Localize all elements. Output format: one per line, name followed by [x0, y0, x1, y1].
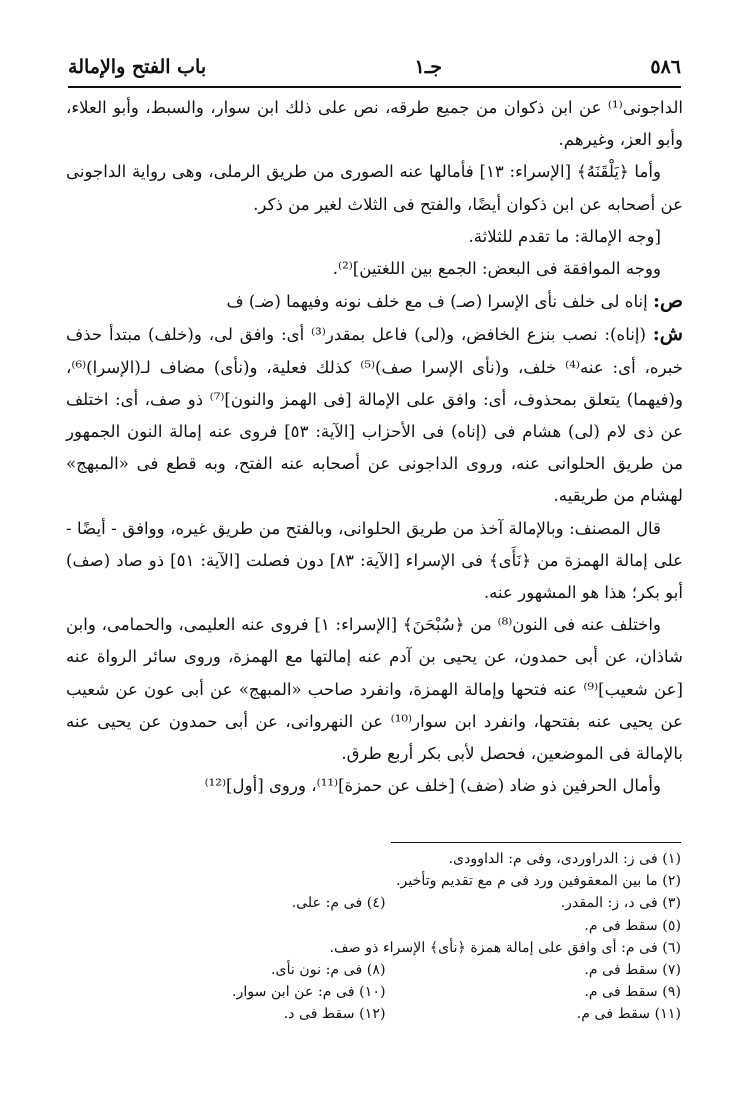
main-text [66, 92, 683, 802]
footnote [90, 892, 386, 914]
footnote [90, 959, 386, 981]
footnote-row [90, 892, 681, 914]
footnote [90, 981, 386, 1003]
footnote-text: فى م: نون نأى. [270, 962, 363, 979]
footnote [90, 1003, 386, 1025]
footnote [386, 1003, 682, 1025]
footnote-number: (٨) [366, 962, 386, 979]
paragraph: [وجه الإمالة: ما تقدم للثلاثة. [468, 226, 661, 246]
verse-label: ص: [653, 290, 683, 313]
footnote [386, 981, 682, 1003]
footnote [386, 959, 682, 981]
footnote-row [90, 915, 681, 937]
paragraph: الداجونى⁽¹⁾ عن ابن ذكوان من جميع طرقه، نص على ذلك ابن سوار، والسبط، وأبو العلاء، وأبو العز، وغيرهم. [66, 98, 683, 150]
paragraph: قال المصنف: وبالإمالة آخذ من طريق الحلوانى، وبالفتح من طريق غيره، ووافق - أيضًا - على إمالة الهمزة من ﴿نَأَى﴾ فى الإسراء [الآية: ٨٣] دون فصلت [الآية: ٥١] ذو صاد (صف) أبو بكر؛ هذا هو المشهور عنه. [66, 518, 684, 603]
footnote-text: فى ز: الدراوردى، وفى م: الداوودى. [448, 851, 658, 867]
footnote [90, 848, 681, 870]
commentary-paragraph [66, 318, 683, 512]
chapter-title: باب الفتح والإمالة [68, 56, 207, 78]
footnote-text: سقط فى م. [584, 962, 658, 979]
footnote-text: فى م: على. [291, 895, 363, 912]
footnote-number: (٤) [366, 895, 386, 912]
footnote-number: (٥) [662, 917, 681, 934]
volume-label: جـ١ [414, 56, 443, 78]
footnote-text: سقط فى د. [283, 1006, 355, 1023]
footnote [90, 915, 681, 937]
footnote-text: فى م: أى وافق على إمالة همزة ﴿نأى﴾ الإسراء ذو صف. [329, 939, 658, 956]
footnote-row [90, 1003, 681, 1025]
footnote-text: سقط فى م. [584, 917, 658, 934]
footnote-text: ما بين المعقوفين ورد فى م مع تقديم وتأخير. [396, 873, 658, 890]
footnote-number: (١٠) [359, 984, 386, 1001]
verse-text: إناه لى خلف نأى الإسرا (صـ) ف مع خلف نونه وفيهما (ضـ) ف [226, 292, 654, 312]
footnote-text: سقط فى م. [576, 1006, 651, 1023]
header-rule [68, 86, 681, 88]
verse-paragraph [66, 285, 683, 318]
running-header [68, 52, 681, 82]
paragraph: وأما ﴿يَلْقَنَهُ﴾ [الإسراء: ١٣] فأمالها عنه الصورى من طريق الرملى، وهى رواية الداجونى عن أصحابه عن ابن ذكوان أيضًا، والفتح فى الثلاث لغير من ذكر. [66, 162, 683, 214]
footnote-number: (١٢) [359, 1006, 386, 1023]
footnote [386, 892, 682, 914]
commentary-label: ش: [652, 323, 683, 346]
footnote-text: سقط فى م. [584, 984, 658, 1001]
page-number: ٥٨٦ [650, 56, 681, 78]
footnote-number: (٢) [662, 873, 681, 890]
paragraph: ووجه الموافقة فى البعض: الجمع بين اللغتين]⁽²⁾. [332, 259, 661, 279]
footnote-number: (٩) [662, 984, 681, 1001]
footnote-row [90, 937, 681, 959]
footnotes [90, 848, 681, 1026]
footnote-rule [391, 842, 681, 843]
footnote [90, 870, 681, 892]
footnote-row [90, 959, 681, 981]
footnote-text: فى د، ز: المقدر. [560, 895, 658, 912]
footnote-row [90, 870, 681, 892]
paragraph: واختلف عنه فى النون⁽⁸⁾ من ﴿سُبْحَنَ﴾ [الإسراء: ١] فروى عنه العليمى، والحمامى، وابن شاذان، عن أبى حمدون، عن يحيى بن آدم عنه إمالتها مع الهمزة، وروى سائر الرواة عنه [عن شعيب]⁽⁹⁾ عنه فتحها وإمالة الهمزة، وانفرد صاحب «المبهج» عن أبى عون عن شعيب عن يحيى عنه بفتحها، وانفرد ابن سوار⁽¹⁰⁾ عن النهروانى، عن أبى حمدون عن يحيى عنه بالإمالة فى الموضعين، فحصل لأبى بكر أربع طرق. [66, 615, 683, 764]
commentary-text: (إناه): نصب بنزع الخافض، و(لى) فاعل بمقدر⁽³⁾ أى: وافق لى، و(خلف) مبتدأ حذف خبره، أى: عنه⁽⁴⁾ خلف، و(نأى الإسرا صف)⁽⁵⁾ كذلك فعلية، و(نأى) مضاف لـ(الإسرا)⁽⁶⁾، و(فيهما) يتعلق بمحذوف، أى: وافق على الإمالة [فى الهمز والنون]⁽⁷⁾ ذو صف، أى: اختلف عن ذى لام (لى) هشام فى (إناه) فى الأحزاب [الآية: ٥٣] فروى عنه إمالة النون الجمهور من طريق الحلوانى عنه، وروى الداجونى عن أصحابه عنه الفتح، وبه قطع فى «المبهج» لهشام من طريقيه. [66, 325, 683, 506]
paragraph: وأمال الحرفين ذو ضاد (ضف) [خلف عن حمزة]⁽¹¹⁾، وروى [أول]⁽¹²⁾ [204, 776, 661, 796]
footnote-number: (٦) [662, 939, 681, 956]
footnote-number: (١) [662, 851, 681, 867]
footnote-number: (١١) [654, 1006, 681, 1023]
footnote [90, 937, 681, 959]
footnote-row [90, 848, 681, 870]
footnote-row [90, 981, 681, 1003]
footnote-number: (٣) [662, 895, 681, 912]
footnote-number: (٧) [662, 962, 681, 979]
footnote-text: فى م: عن ابن سوار. [231, 984, 355, 1001]
